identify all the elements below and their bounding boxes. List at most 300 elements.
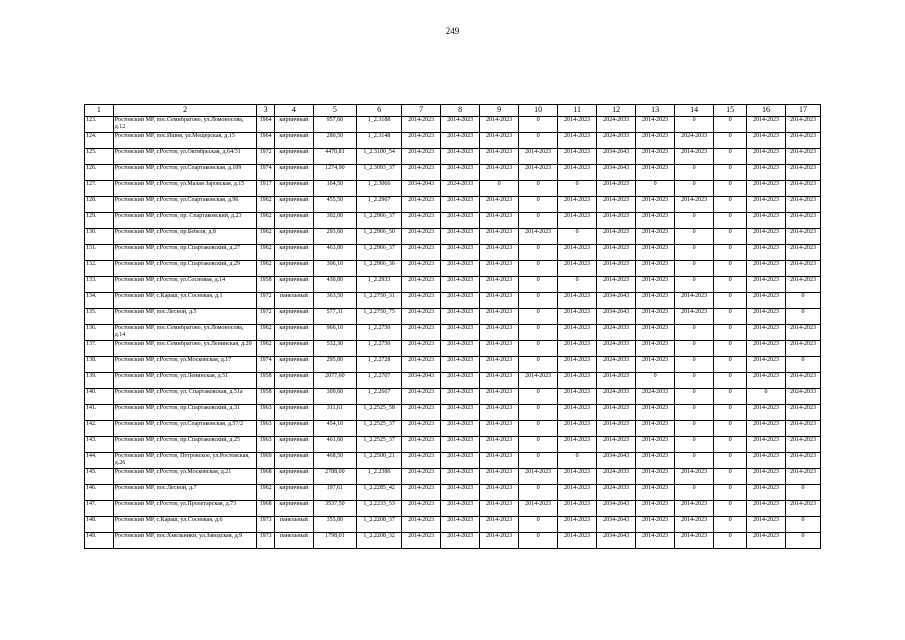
table-cell: 0 <box>714 245 747 261</box>
table-cell: 2014-2023 <box>402 501 441 517</box>
table-cell: 295,80 <box>313 357 356 373</box>
table-cell: 0 <box>675 277 714 293</box>
table-cell: 0 <box>714 517 747 533</box>
row-number-cell: 127. <box>85 181 114 197</box>
table-cell: кирпичный <box>274 277 313 293</box>
table-cell: 2034-2043 <box>402 181 441 197</box>
address-cell: Ростовский МР, г.Ростов, ул.Ленинская, д.51 <box>113 373 257 389</box>
table-cell: 293,60 <box>313 229 356 245</box>
table-cell: 2024-2033 <box>597 389 636 405</box>
table-cell: 2014-2023 <box>441 469 480 485</box>
column-header: 1 <box>85 105 114 117</box>
table-cell: 2014-2023 <box>480 373 519 389</box>
table-cell: 2014-2023 <box>441 165 480 181</box>
column-header: 14 <box>675 105 714 117</box>
address-cell: Ростовский МР, г.Ростов, пр.Спартаковский, д.25 <box>113 437 257 453</box>
housing-registry-table <box>84 104 821 549</box>
table-cell: 1972 <box>257 293 274 309</box>
row-number-cell: 123. <box>85 117 114 133</box>
table-cell: 0 <box>714 181 747 197</box>
table-cell: кирпичный <box>274 373 313 389</box>
table-cell: 2014-2023 <box>558 389 597 405</box>
table-cell: 2014-2023 <box>785 149 820 165</box>
table-cell: кирпичный <box>274 149 313 165</box>
table-cell: 2014-2023 <box>402 389 441 405</box>
address-cell: Ростовский МР, г.Ростов, пр.Спартаковский, д.27 <box>113 245 257 261</box>
table-cell: 2014-2023 <box>597 437 636 453</box>
address-cell: Ростовский МР, г.Ростов, ул. Спартаковская, д.51а <box>113 389 257 405</box>
table-cell: 2014-2023 <box>441 197 480 213</box>
table-cell: 2014-2023 <box>746 341 785 357</box>
table-cell: 2014-2023 <box>746 421 785 437</box>
table-cell: 2014-2023 <box>636 421 675 437</box>
table-cell: 0 <box>519 389 558 405</box>
table-cell: 1963 <box>257 405 274 421</box>
column-header: 6 <box>356 105 401 117</box>
column-header: 9 <box>480 105 519 117</box>
table-cell: 0 <box>519 293 558 309</box>
table-cell: панельный <box>274 533 313 549</box>
table-cell: 1_2.2728 <box>356 357 401 373</box>
table-row <box>85 501 821 517</box>
table-cell: 1968 <box>257 469 274 485</box>
table-cell: 2014-2023 <box>402 261 441 277</box>
table-cell: кирпичный <box>274 453 313 469</box>
table-cell: 2014-2023 <box>558 293 597 309</box>
table-cell: 0 <box>714 421 747 437</box>
table-cell: 0 <box>675 213 714 229</box>
table-cell: 2014-2023 <box>746 453 785 469</box>
table-cell: 2034-2043 <box>597 453 636 469</box>
table-cell: 1962 <box>257 229 274 245</box>
table-row <box>85 437 821 453</box>
table-cell: 0 <box>636 373 675 389</box>
table-cell: 455,50 <box>313 197 356 213</box>
table-cell: 2014-2023 <box>597 405 636 421</box>
table-cell: 2014-2023 <box>519 149 558 165</box>
table-cell: кирпичный <box>274 245 313 261</box>
table-cell: кирпичный <box>274 325 313 341</box>
table-cell: 2034-2043 <box>597 293 636 309</box>
table-row <box>85 197 821 213</box>
row-number-cell: 135. <box>85 309 114 325</box>
table-row <box>85 453 821 469</box>
table-cell: 1_2.2386 <box>356 469 401 485</box>
table-cell: 2024-2033 <box>597 117 636 133</box>
table-cell: 2014-2023 <box>558 469 597 485</box>
table-cell: 2014-2023 <box>480 501 519 517</box>
table-cell: 2014-2023 <box>785 421 820 437</box>
table-cell: 2014-2023 <box>558 213 597 229</box>
table-cell: 1962 <box>257 485 274 501</box>
table-cell: 2014-2023 <box>558 421 597 437</box>
table-cell: 0 <box>675 357 714 373</box>
table-cell: 0 <box>519 405 558 421</box>
table-cell: панельный <box>274 293 313 309</box>
table-cell: 2014-2023 <box>480 485 519 501</box>
table-row <box>85 213 821 229</box>
table-cell: 0 <box>519 453 558 469</box>
table-cell: 0 <box>714 389 747 405</box>
table-cell: 2014-2023 <box>675 197 714 213</box>
row-number-cell: 131. <box>85 245 114 261</box>
table-cell: 2014-2023 <box>480 133 519 149</box>
table-cell: 2014-2023 <box>636 469 675 485</box>
table-cell: 2014-2023 <box>480 245 519 261</box>
column-header: 16 <box>746 105 785 117</box>
table-cell: 2014-2023 <box>597 229 636 245</box>
row-number-cell: 147. <box>85 501 114 517</box>
row-number-cell: 142. <box>85 421 114 437</box>
table-cell: 2014-2023 <box>402 517 441 533</box>
table-cell: 2034-2043 <box>597 149 636 165</box>
table-cell: 2014-2023 <box>558 533 597 549</box>
table-cell: 2014-2023 <box>480 165 519 181</box>
table-cell: 2014-2023 <box>746 437 785 453</box>
table-cell: 1972 <box>257 149 274 165</box>
table-cell: 2014-2023 <box>441 213 480 229</box>
table-cell: 1962 <box>257 213 274 229</box>
table-cell: 2014-2023 <box>558 373 597 389</box>
table-cell: 2014-2023 <box>402 453 441 469</box>
table-cell: 2014-2023 <box>746 485 785 501</box>
table-cell: 2014-2023 <box>480 517 519 533</box>
table-cell: 0 <box>714 149 747 165</box>
table-cell: 2014-2023 <box>441 421 480 437</box>
table-cell: 0 <box>519 533 558 549</box>
table-cell: 0 <box>519 485 558 501</box>
table-cell: 957,60 <box>313 117 356 133</box>
table-cell: 461,60 <box>313 437 356 453</box>
table-row <box>85 341 821 357</box>
table-cell: 2014-2023 <box>785 437 820 453</box>
address-cell: Ростовский МР, г.Ростов, ул.Октябрьская, д.64/31 <box>113 149 257 165</box>
table-cell: 0 <box>714 437 747 453</box>
table-cell: 0 <box>714 453 747 469</box>
table-cell: кирпичный <box>274 405 313 421</box>
table-cell: 2014-2023 <box>441 117 480 133</box>
table-cell: 2014-2023 <box>746 293 785 309</box>
table-cell: 2024-2033 <box>597 469 636 485</box>
table-cell: кирпичный <box>274 389 313 405</box>
table-cell: 2014-2023 <box>785 197 820 213</box>
table-row <box>85 389 821 405</box>
table-cell: 2014-2023 <box>785 277 820 293</box>
address-cell: Ростовский МР, пос.Семибратово, ул.Ленинская, д.20 <box>113 341 257 357</box>
table-row <box>85 421 821 437</box>
table-cell: 2014-2023 <box>558 485 597 501</box>
table-cell: 2014-2023 <box>636 517 675 533</box>
address-cell: Ростовский МР, пос.Семибратово, ул.Ломоносова, д.14 <box>113 325 257 341</box>
row-number-cell: 133. <box>85 277 114 293</box>
table-cell: 2014-2023 <box>746 165 785 181</box>
table-cell: 2014-2023 <box>519 229 558 245</box>
table-cell: 2014-2023 <box>441 149 480 165</box>
table-cell: 2014-2023 <box>480 405 519 421</box>
table-cell: 468,50 <box>313 453 356 469</box>
table-cell: 2014-2023 <box>597 421 636 437</box>
table-cell: 2034-2043 <box>597 517 636 533</box>
table-cell: 0 <box>714 261 747 277</box>
table-cell: 2014-2023 <box>480 437 519 453</box>
row-number-cell: 136. <box>85 325 114 341</box>
table-cell: 0 <box>785 533 820 549</box>
table-cell: 306,10 <box>313 261 356 277</box>
table-cell: 0 <box>714 325 747 341</box>
table-cell: 311,61 <box>313 405 356 421</box>
table-cell: 2014-2023 <box>785 453 820 469</box>
table-cell: 2014-2023 <box>746 469 785 485</box>
table-cell: кирпичный <box>274 117 313 133</box>
table-cell: 1974 <box>257 165 274 181</box>
table-cell: 0 <box>675 245 714 261</box>
table-cell: 1_2.2967 <box>356 197 401 213</box>
table-cell: 0 <box>519 309 558 325</box>
table-cell: 2014-2023 <box>480 293 519 309</box>
table-row <box>85 165 821 181</box>
address-cell: Ростовский МР, с.Караш, ул.Сосновая, д.6 <box>113 517 257 533</box>
table-cell: кирпичный <box>274 197 313 213</box>
table-row <box>85 277 821 293</box>
table-cell: 0 <box>714 485 747 501</box>
table-cell: 2014-2023 <box>558 357 597 373</box>
table-cell: 2014-2023 <box>519 501 558 517</box>
table-row <box>85 117 821 133</box>
table-cell: 1_2.2233_53 <box>356 501 401 517</box>
table-cell: 0 <box>714 293 747 309</box>
table-cell: 2014-2023 <box>402 293 441 309</box>
table-cell: 2014-2023 <box>558 341 597 357</box>
page-number: 249 <box>445 26 460 36</box>
table-cell: 2014-2023 <box>558 309 597 325</box>
table-cell: 0 <box>714 373 747 389</box>
table-cell: 1_2.2525_58 <box>356 405 401 421</box>
table-cell: 1963 <box>257 437 274 453</box>
table-row <box>85 293 821 309</box>
table-cell: 2014-2023 <box>636 325 675 341</box>
table-cell: 2014-2023 <box>402 197 441 213</box>
table-cell: 2034-2043 <box>597 501 636 517</box>
table-cell: 3537,50 <box>313 501 356 517</box>
table-cell: кирпичный <box>274 357 313 373</box>
table-cell: 2024-2033 <box>597 133 636 149</box>
table-cell: 2014-2023 <box>785 181 820 197</box>
address-cell: Ростовский МР, г.Ростов, пр.Бебеля, д.8 <box>113 229 257 245</box>
table-cell: кирпичный <box>274 485 313 501</box>
table-cell: 0 <box>558 229 597 245</box>
table-cell: 309,60 <box>313 389 356 405</box>
table-cell: 0 <box>519 437 558 453</box>
row-number-cell: 132. <box>85 261 114 277</box>
table-cell: 2014-2023 <box>675 293 714 309</box>
table-cell: 0 <box>675 405 714 421</box>
table-cell: 1274,90 <box>313 165 356 181</box>
table-cell: 2024-2033 <box>785 389 820 405</box>
table-row <box>85 517 821 533</box>
table-cell: 2014-2023 <box>480 357 519 373</box>
table-cell: кирпичный <box>274 165 313 181</box>
table-cell: 2014-2023 <box>441 437 480 453</box>
table-cell: 2014-2023 <box>441 533 480 549</box>
table-cell: 2014-2023 <box>636 533 675 549</box>
table-cell: 2014-2023 <box>402 325 441 341</box>
table-cell: 0 <box>714 213 747 229</box>
row-number-cell: 145. <box>85 469 114 485</box>
address-cell: Ростовский МР, г.Ростов, ул.Московская, д.17 <box>113 357 257 373</box>
table-cell: 2014-2023 <box>636 245 675 261</box>
row-number-cell: 125. <box>85 149 114 165</box>
table-cell: 2014-2023 <box>480 325 519 341</box>
address-cell: Ростовский МР, г.Ростов, ул.Сосновая, д.14 <box>113 277 257 293</box>
row-number-cell: 146. <box>85 485 114 501</box>
table-cell: 2014-2023 <box>402 533 441 549</box>
table-cell: 2014-2023 <box>746 213 785 229</box>
table-cell: 2014-2023 <box>441 501 480 517</box>
table-cell: 0 <box>519 197 558 213</box>
table-cell: 0 <box>714 357 747 373</box>
row-number-cell: 128. <box>85 197 114 213</box>
table-cell: 2014-2023 <box>746 533 785 549</box>
table-cell: 0 <box>675 485 714 501</box>
table-cell: 2014-2023 <box>746 149 785 165</box>
table-cell: 2014-2023 <box>480 421 519 437</box>
table-cell: 1964 <box>257 133 274 149</box>
table-cell: 2014-2023 <box>402 309 441 325</box>
table-cell: 2014-2023 <box>480 533 519 549</box>
table-cell: 2014-2023 <box>785 245 820 261</box>
table-cell: 2014-2023 <box>746 325 785 341</box>
table-cell: 2014-2023 <box>636 501 675 517</box>
table-cell: кирпичный <box>274 261 313 277</box>
table-cell: 0 <box>480 181 519 197</box>
table-cell: 2014-2023 <box>675 149 714 165</box>
table-cell: 2034-2043 <box>597 533 636 549</box>
table-cell: 0 <box>714 405 747 421</box>
table-cell: 2014-2023 <box>441 405 480 421</box>
table-cell: 2014-2023 <box>746 277 785 293</box>
table-cell: 577,31 <box>313 309 356 325</box>
table-cell: 0 <box>519 325 558 341</box>
table-cell: 0 <box>714 277 747 293</box>
table-cell: 2014-2023 <box>746 229 785 245</box>
table-row <box>85 357 821 373</box>
table-cell: 0 <box>675 229 714 245</box>
table-cell: 2014-2023 <box>402 421 441 437</box>
table-cell: 454,10 <box>313 421 356 437</box>
table-row <box>85 469 821 485</box>
table-cell: 0 <box>519 277 558 293</box>
table-cell: 2014-2023 <box>785 501 820 517</box>
row-number-cell: 148. <box>85 517 114 533</box>
table-cell: 0 <box>714 229 747 245</box>
table-cell: 2014-2023 <box>519 469 558 485</box>
table-cell: 1_2.2208_37 <box>356 517 401 533</box>
table-cell: 1_2.2933 <box>356 277 401 293</box>
table-cell: 2014-2023 <box>480 469 519 485</box>
table-cell: 1_2.2966_37 <box>356 245 401 261</box>
column-header: 3 <box>257 105 274 117</box>
table-cell: кирпичный <box>274 213 313 229</box>
table-cell: 355,80 <box>313 517 356 533</box>
table-cell: 2014-2023 <box>480 277 519 293</box>
table-cell: 0 <box>785 293 820 309</box>
table-cell: 2014-2023 <box>785 133 820 149</box>
table-cell: 0 <box>519 213 558 229</box>
table-cell: 0 <box>519 245 558 261</box>
table-cell: 2014-2023 <box>480 149 519 165</box>
table-cell: 0 <box>746 389 785 405</box>
table-cell: 2014-2023 <box>441 261 480 277</box>
table-cell: 2014-2023 <box>746 245 785 261</box>
table-cell: 2014-2023 <box>746 357 785 373</box>
address-cell: Ростовский МР, г.Ростов, пр. Спартаковский, д.23 <box>113 213 257 229</box>
table-cell: 1_2.2667 <box>356 389 401 405</box>
table-cell: 2024-2033 <box>597 357 636 373</box>
table-cell: 2034-2043 <box>402 373 441 389</box>
table-row <box>85 325 821 341</box>
table-cell: 2014-2023 <box>785 165 820 181</box>
table-row <box>85 309 821 325</box>
table-cell: 0 <box>519 357 558 373</box>
table-cell: 2014-2023 <box>746 373 785 389</box>
table-cell: 2014-2023 <box>785 325 820 341</box>
table-cell: 2014-2023 <box>441 229 480 245</box>
column-header: 15 <box>714 105 747 117</box>
table-cell: 0 <box>675 453 714 469</box>
table-cell: 2014-2023 <box>636 453 675 469</box>
table-cell: 2014-2023 <box>441 245 480 261</box>
table-cell: 1962 <box>257 341 274 357</box>
table-cell: 0 <box>519 181 558 197</box>
column-header: 17 <box>785 105 820 117</box>
table-cell: 2024-2033 <box>597 341 636 357</box>
table-cell: 1_2.3148 <box>356 133 401 149</box>
table-cell: 2014-2023 <box>441 389 480 405</box>
table-cell: 2014-2023 <box>402 229 441 245</box>
table-cell: 0 <box>714 309 747 325</box>
table-cell: 0 <box>714 133 747 149</box>
table-cell: 302,00 <box>313 213 356 229</box>
table-cell: 2014-2023 <box>480 197 519 213</box>
table-body <box>85 117 821 549</box>
table-cell: 1798,01 <box>313 533 356 549</box>
table-cell: 0 <box>714 197 747 213</box>
table-cell: 2014-2023 <box>746 309 785 325</box>
table-cell: 2014-2023 <box>558 437 597 453</box>
table-cell: 0 <box>714 341 747 357</box>
table-cell: 1972 <box>257 309 274 325</box>
table-cell: 0 <box>675 389 714 405</box>
table-cell: 2014-2023 <box>785 469 820 485</box>
table-cell: 2014-2023 <box>636 405 675 421</box>
table-cell: кирпичный <box>274 501 313 517</box>
table-cell: 430,80 <box>313 277 356 293</box>
table-cell: кирпичный <box>274 421 313 437</box>
table-cell: 2014-2023 <box>441 517 480 533</box>
table-cell: 1_2.2750 <box>356 325 401 341</box>
table-cell: 0 <box>675 165 714 181</box>
row-number-cell: 134. <box>85 293 114 309</box>
table-cell: 2014-2023 <box>441 277 480 293</box>
table-cell: 532,30 <box>313 341 356 357</box>
table-cell: 2014-2023 <box>785 229 820 245</box>
table-cell: 0 <box>558 181 597 197</box>
address-cell: Ростовский МР, пос.Хмельники, ул.Заводская, д.9 <box>113 533 257 549</box>
table-cell: 2024-2033 <box>636 389 675 405</box>
table-cell: 2014-2023 <box>785 117 820 133</box>
table-cell: 4470,81 <box>313 149 356 165</box>
table-cell: 2014-2023 <box>785 213 820 229</box>
